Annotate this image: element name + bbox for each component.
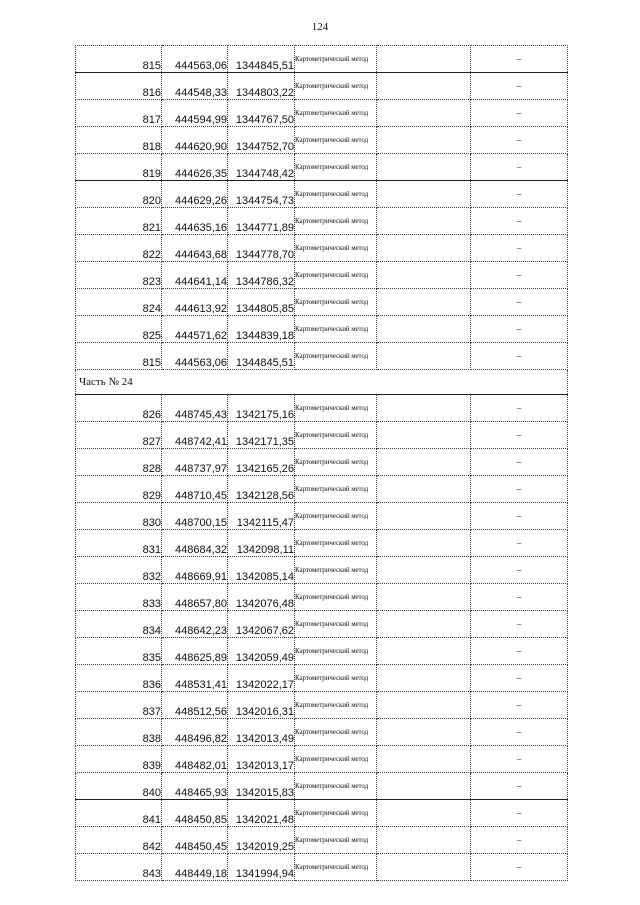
table-row — [76, 503, 568, 530]
coord-y: 1344839,18 — [228, 316, 295, 343]
accuracy-cell: – — [471, 449, 568, 476]
method-cell: Картометрический метод — [295, 719, 377, 746]
accuracy-cell: – — [471, 665, 568, 692]
empty-cell — [377, 289, 471, 316]
coord-x: 448742,41 — [162, 422, 228, 449]
table-row — [76, 262, 568, 289]
coord-x: 444563,06 — [162, 343, 228, 370]
coord-y: 1344771,89 — [228, 208, 295, 235]
coord-y: 1342019,25 — [228, 827, 295, 854]
empty-cell — [377, 530, 471, 557]
coord-y: 1344748,42 — [228, 154, 295, 181]
table-row — [76, 827, 568, 854]
coord-x: 444563,06 — [162, 46, 228, 73]
accuracy-cell: – — [471, 584, 568, 611]
empty-cell — [377, 719, 471, 746]
coord-y: 1344845,51 — [228, 46, 295, 73]
coord-y: 1341994,94 — [228, 854, 295, 881]
table-row — [76, 208, 568, 235]
point-number: 822 — [76, 235, 162, 262]
table-body-part-2 — [76, 395, 568, 881]
accuracy-cell: – — [471, 827, 568, 854]
table-row — [76, 395, 568, 422]
empty-cell — [377, 395, 471, 422]
point-number: 828 — [76, 449, 162, 476]
coord-x: 448625,89 — [162, 638, 228, 665]
coord-x: 448482,01 — [162, 746, 228, 773]
coord-x: 444626,35 — [162, 154, 228, 181]
empty-cell — [377, 503, 471, 530]
table-row — [76, 127, 568, 154]
method-cell: Картометрический метод — [295, 127, 377, 154]
section-row-wrapper — [76, 370, 568, 395]
empty-cell — [377, 800, 471, 827]
point-number: 827 — [76, 422, 162, 449]
coord-y: 1342171,35 — [228, 422, 295, 449]
coord-x: 444594,99 — [162, 100, 228, 127]
table-row — [76, 800, 568, 827]
point-number: 818 — [76, 127, 162, 154]
accuracy-cell: – — [471, 530, 568, 557]
point-number: 819 — [76, 154, 162, 181]
empty-cell — [377, 611, 471, 638]
method-cell: Картометрический метод — [295, 692, 377, 719]
point-number: 830 — [76, 503, 162, 530]
coord-x: 448449,18 — [162, 854, 228, 881]
method-cell: Картометрический метод — [295, 584, 377, 611]
coord-x: 444548,33 — [162, 73, 228, 100]
empty-cell — [377, 557, 471, 584]
coord-y: 1342021,48 — [228, 800, 295, 827]
accuracy-cell: – — [471, 262, 568, 289]
coord-x: 448657,80 — [162, 584, 228, 611]
accuracy-cell: – — [471, 854, 568, 881]
method-cell: Картометрический метод — [295, 422, 377, 449]
method-cell: Картометрический метод — [295, 289, 377, 316]
empty-cell — [377, 773, 471, 800]
point-number: 823 — [76, 262, 162, 289]
accuracy-cell: – — [471, 611, 568, 638]
coord-x: 448512,56 — [162, 692, 228, 719]
table-body-part-1 — [76, 46, 568, 370]
coord-y: 1344754,73 — [228, 181, 295, 208]
accuracy-cell: – — [471, 127, 568, 154]
table-row — [76, 476, 568, 503]
point-number: 815 — [76, 46, 162, 73]
coord-x: 448496,82 — [162, 719, 228, 746]
point-number: 816 — [76, 73, 162, 100]
empty-cell — [377, 692, 471, 719]
coord-y: 1342067,62 — [228, 611, 295, 638]
table-row — [76, 46, 568, 73]
method-cell: Картометрический метод — [295, 854, 377, 881]
coord-y: 1342175,16 — [228, 395, 295, 422]
coord-x: 448700,15 — [162, 503, 228, 530]
coord-x: 448450,85 — [162, 800, 228, 827]
coord-y: 1342013,49 — [228, 719, 295, 746]
accuracy-cell: – — [471, 316, 568, 343]
empty-cell — [377, 665, 471, 692]
accuracy-cell: – — [471, 100, 568, 127]
table-row — [76, 235, 568, 262]
coord-y: 1344803,22 — [228, 73, 295, 100]
empty-cell — [377, 316, 471, 343]
table-row — [76, 73, 568, 100]
point-number: 841 — [76, 800, 162, 827]
table-row — [76, 692, 568, 719]
point-number: 838 — [76, 719, 162, 746]
coord-x: 444643,68 — [162, 235, 228, 262]
point-number: 829 — [76, 476, 162, 503]
table-row — [76, 316, 568, 343]
method-cell: Картометрический метод — [295, 503, 377, 530]
method-cell: Картометрический метод — [295, 154, 377, 181]
empty-cell — [377, 422, 471, 449]
accuracy-cell: – — [471, 638, 568, 665]
table-row — [76, 100, 568, 127]
empty-cell — [377, 73, 471, 100]
coord-x: 444571,62 — [162, 316, 228, 343]
empty-cell — [377, 476, 471, 503]
coord-y: 1344786,32 — [228, 262, 295, 289]
point-number: 837 — [76, 692, 162, 719]
method-cell: Картометрический метод — [295, 557, 377, 584]
table-row — [76, 343, 568, 370]
coordinates-table — [75, 45, 568, 881]
empty-cell — [377, 208, 471, 235]
method-cell: Картометрический метод — [295, 181, 377, 208]
method-cell: Картометрический метод — [295, 343, 377, 370]
coord-x: 448465,93 — [162, 773, 228, 800]
coord-y: 1344752,70 — [228, 127, 295, 154]
coord-x: 448710,45 — [162, 476, 228, 503]
coord-y: 1342059,49 — [228, 638, 295, 665]
point-number: 817 — [76, 100, 162, 127]
empty-cell — [377, 235, 471, 262]
coord-y: 1342085,14 — [228, 557, 295, 584]
empty-cell — [377, 584, 471, 611]
table-row — [76, 719, 568, 746]
accuracy-cell: – — [471, 395, 568, 422]
coord-y: 1342115,47 — [228, 503, 295, 530]
coord-x: 444620,90 — [162, 127, 228, 154]
accuracy-cell: – — [471, 154, 568, 181]
table-row — [76, 746, 568, 773]
table-row — [76, 854, 568, 881]
point-number: 815 — [76, 343, 162, 370]
method-cell: Картометрический метод — [295, 73, 377, 100]
accuracy-cell: – — [471, 235, 568, 262]
empty-cell — [377, 100, 471, 127]
method-cell: Картометрический метод — [295, 476, 377, 503]
coord-x: 444613,92 — [162, 289, 228, 316]
table-row — [76, 181, 568, 208]
empty-cell — [377, 827, 471, 854]
coord-x: 448642,23 — [162, 611, 228, 638]
point-number: 835 — [76, 638, 162, 665]
method-cell: Картометрический метод — [295, 46, 377, 73]
point-number: 820 — [76, 181, 162, 208]
point-number: 839 — [76, 746, 162, 773]
point-number: 825 — [76, 316, 162, 343]
accuracy-cell: – — [471, 800, 568, 827]
method-cell: Картометрический метод — [295, 827, 377, 854]
coord-y: 1342165,26 — [228, 449, 295, 476]
coord-y: 1342015,83 — [228, 773, 295, 800]
accuracy-cell: – — [471, 208, 568, 235]
empty-cell — [377, 262, 471, 289]
coord-x: 448669,91 — [162, 557, 228, 584]
method-cell: Картометрический метод — [295, 262, 377, 289]
accuracy-cell: – — [471, 557, 568, 584]
section-heading: Часть № 24 — [76, 370, 568, 395]
table-row — [76, 422, 568, 449]
point-number: 832 — [76, 557, 162, 584]
point-number: 821 — [76, 208, 162, 235]
accuracy-cell: – — [471, 503, 568, 530]
method-cell: Картометрический метод — [295, 235, 377, 262]
table-row — [76, 449, 568, 476]
table-row — [76, 665, 568, 692]
coord-y: 1342016,31 — [228, 692, 295, 719]
accuracy-cell: – — [471, 343, 568, 370]
accuracy-cell: – — [471, 422, 568, 449]
table-row — [76, 584, 568, 611]
empty-cell — [377, 343, 471, 370]
empty-cell — [377, 638, 471, 665]
method-cell: Картометрический метод — [295, 746, 377, 773]
method-cell: Картометрический метод — [295, 665, 377, 692]
table-row — [76, 638, 568, 665]
method-cell: Картометрический метод — [295, 530, 377, 557]
method-cell: Картометрический метод — [295, 773, 377, 800]
empty-cell — [377, 854, 471, 881]
table-row — [76, 557, 568, 584]
point-number: 833 — [76, 584, 162, 611]
point-number: 840 — [76, 773, 162, 800]
table-row — [76, 154, 568, 181]
table-row — [76, 773, 568, 800]
coord-y: 1342128,56 — [228, 476, 295, 503]
accuracy-cell: – — [471, 746, 568, 773]
coord-x: 448745,43 — [162, 395, 228, 422]
empty-cell — [377, 127, 471, 154]
coord-x: 448684,32 — [162, 530, 228, 557]
method-cell: Картометрический метод — [295, 800, 377, 827]
accuracy-cell: – — [471, 289, 568, 316]
section-row — [76, 370, 568, 395]
coord-y: 1342022,17 — [228, 665, 295, 692]
accuracy-cell: – — [471, 46, 568, 73]
point-number: 826 — [76, 395, 162, 422]
accuracy-cell: – — [471, 719, 568, 746]
accuracy-cell: – — [471, 692, 568, 719]
table-row — [76, 530, 568, 557]
method-cell: Картометрический метод — [295, 449, 377, 476]
point-number: 834 — [76, 611, 162, 638]
method-cell: Картометрический метод — [295, 316, 377, 343]
coord-x: 444635,16 — [162, 208, 228, 235]
coord-y: 1344845,51 — [228, 343, 295, 370]
coord-y: 1344805,85 — [228, 289, 295, 316]
coord-y: 1344767,50 — [228, 100, 295, 127]
method-cell: Картометрический метод — [295, 100, 377, 127]
coord-x: 444629,26 — [162, 181, 228, 208]
point-number: 824 — [76, 289, 162, 316]
method-cell: Картометрический метод — [295, 638, 377, 665]
point-number: 836 — [76, 665, 162, 692]
empty-cell — [377, 181, 471, 208]
accuracy-cell: – — [471, 773, 568, 800]
accuracy-cell: – — [471, 73, 568, 100]
point-number: 843 — [76, 854, 162, 881]
table-row — [76, 289, 568, 316]
coord-x: 444641,14 — [162, 262, 228, 289]
coord-x: 448737,97 — [162, 449, 228, 476]
coord-y: 1342013,17 — [228, 746, 295, 773]
table-row — [76, 611, 568, 638]
point-number: 831 — [76, 530, 162, 557]
method-cell: Картометрический метод — [295, 395, 377, 422]
coord-y: 1342098,11 — [228, 530, 295, 557]
coord-y: 1344778,70 — [228, 235, 295, 262]
method-cell: Картометрический метод — [295, 208, 377, 235]
coord-x: 448450,45 — [162, 827, 228, 854]
empty-cell — [377, 46, 471, 73]
point-number: 842 — [76, 827, 162, 854]
empty-cell — [377, 746, 471, 773]
coord-y: 1342076,48 — [228, 584, 295, 611]
page-number: 124 — [311, 21, 329, 33]
method-cell: Картометрический метод — [295, 611, 377, 638]
accuracy-cell: – — [471, 181, 568, 208]
coord-x: 448531,41 — [162, 665, 228, 692]
accuracy-cell: – — [471, 476, 568, 503]
empty-cell — [377, 154, 471, 181]
empty-cell — [377, 449, 471, 476]
